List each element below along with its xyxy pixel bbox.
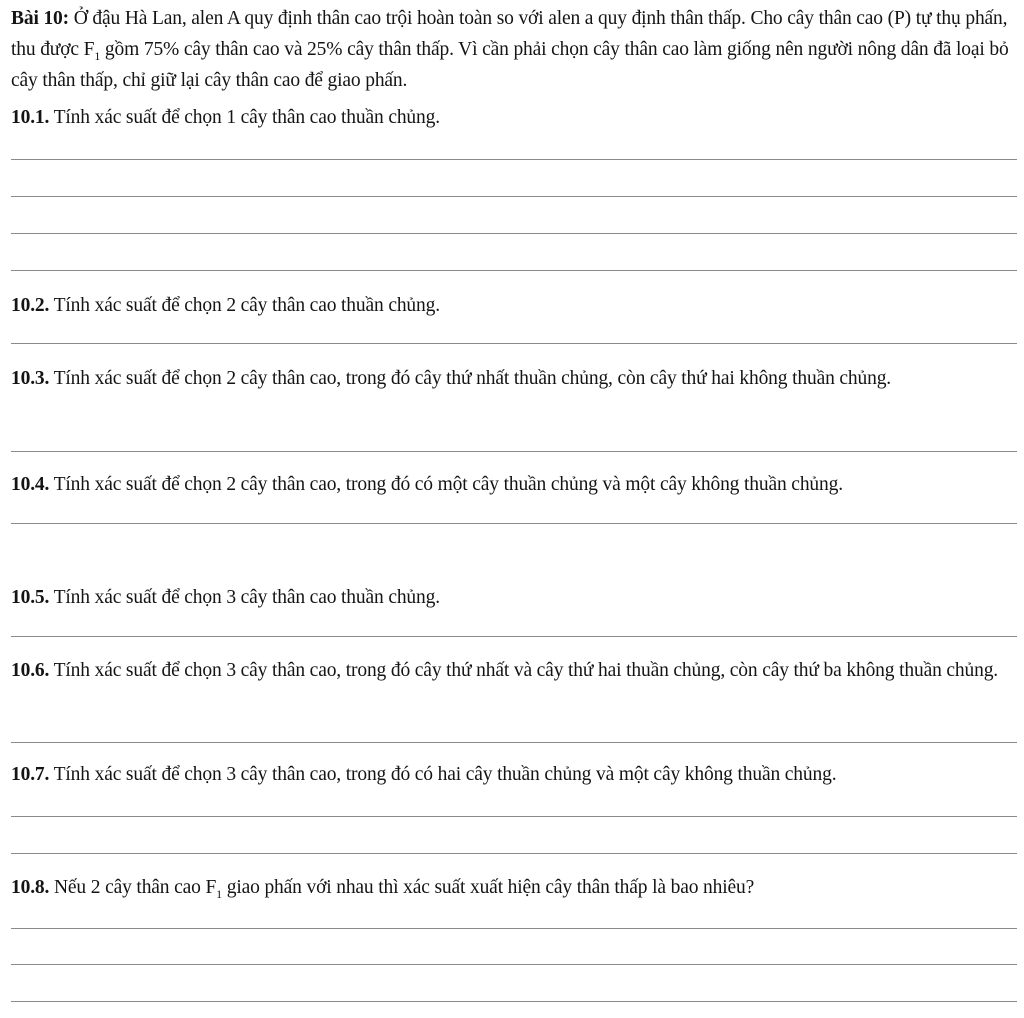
question-number: 10.3. — [11, 368, 50, 389]
answer-line[interactable] — [11, 853, 1017, 854]
question-10-6 — [11, 655, 1019, 686]
question-10-1 — [11, 102, 1019, 133]
question-10-4 — [11, 469, 1019, 500]
question-text-part1: Nếu 2 cây thân cao F — [54, 877, 217, 898]
question-text: Tính xác suất để chọn 2 cây thân cao thuần chủng. — [53, 295, 440, 316]
answer-line[interactable] — [11, 964, 1017, 965]
question-number: 10.2. — [11, 295, 50, 316]
question-text: Tính xác suất để chọn 3 cây thân cao, trong đó cây thứ nhất và cây thứ hai thuần chủng, còn cây thứ ba không thuần chủng. — [53, 660, 999, 681]
answer-line[interactable] — [11, 343, 1017, 344]
question-number: 10.5. — [11, 587, 50, 608]
question-number: 10.8. — [11, 877, 50, 898]
answer-line[interactable] — [11, 270, 1017, 271]
answer-line[interactable] — [11, 523, 1017, 524]
answer-line[interactable] — [11, 1001, 1017, 1002]
question-text: Tính xác suất để chọn 1 cây thân cao thuần chủng. — [53, 107, 440, 128]
answer-line[interactable] — [11, 233, 1017, 234]
question-text: Tính xác suất để chọn 3 cây thân cao, trong đó có hai cây thuần chủng và một cây không thuần chủng. — [53, 764, 837, 785]
question-10-2 — [11, 290, 1019, 321]
answer-line[interactable] — [11, 742, 1017, 743]
answer-line[interactable] — [11, 196, 1017, 197]
question-number: 10.6. — [11, 660, 50, 681]
problem-label: Bài 10: — [11, 8, 69, 29]
question-text-part2: giao phấn với nhau thì xác suất xuất hiện cây thân thấp là bao nhiêu? — [222, 877, 755, 898]
question-number: 10.7. — [11, 764, 50, 785]
question-text: Tính xác suất để chọn 2 cây thân cao, trong đó cây thứ nhất thuần chủng, còn cây thứ hai không thuần chủng. — [53, 368, 892, 389]
problem-intro-part2: gồm 75% cây thân cao và 25% cây thân thấp. Vì cần phải chọn cây thân cao làm giống nên người nông dân đã loại bỏ cây thân thấp, chỉ giữ lại cây thân cao để giao phấn. — [11, 39, 1009, 91]
answer-line[interactable] — [11, 159, 1017, 160]
question-10-3 — [11, 363, 1019, 394]
question-number: 10.4. — [11, 474, 50, 495]
answer-line[interactable] — [11, 928, 1017, 929]
answer-line[interactable] — [11, 816, 1017, 817]
question-text: Tính xác suất để chọn 2 cây thân cao, trong đó có một cây thuần chủng và một cây không thuần chủng. — [53, 474, 843, 495]
problem-intro-part1: Ở đậu Hà Lan, alen A quy định thân cao trội hoàn toàn so với alen a quy định thân thấp. Cho cây thân cao (P) tự thụ phấn, thu được F — [11, 8, 1008, 60]
answer-line[interactable] — [11, 451, 1017, 452]
question-text: Tính xác suất để chọn 3 cây thân cao thuần chủng. — [53, 587, 440, 608]
question-number: 10.1. — [11, 107, 50, 128]
problem-statement — [11, 3, 1019, 96]
question-10-8 — [11, 872, 1019, 903]
f1-subscript: 1 — [94, 48, 101, 63]
f1-subscript: 1 — [216, 886, 223, 901]
answer-line[interactable] — [11, 636, 1017, 637]
question-10-5 — [11, 582, 1019, 613]
question-10-7 — [11, 759, 1019, 790]
